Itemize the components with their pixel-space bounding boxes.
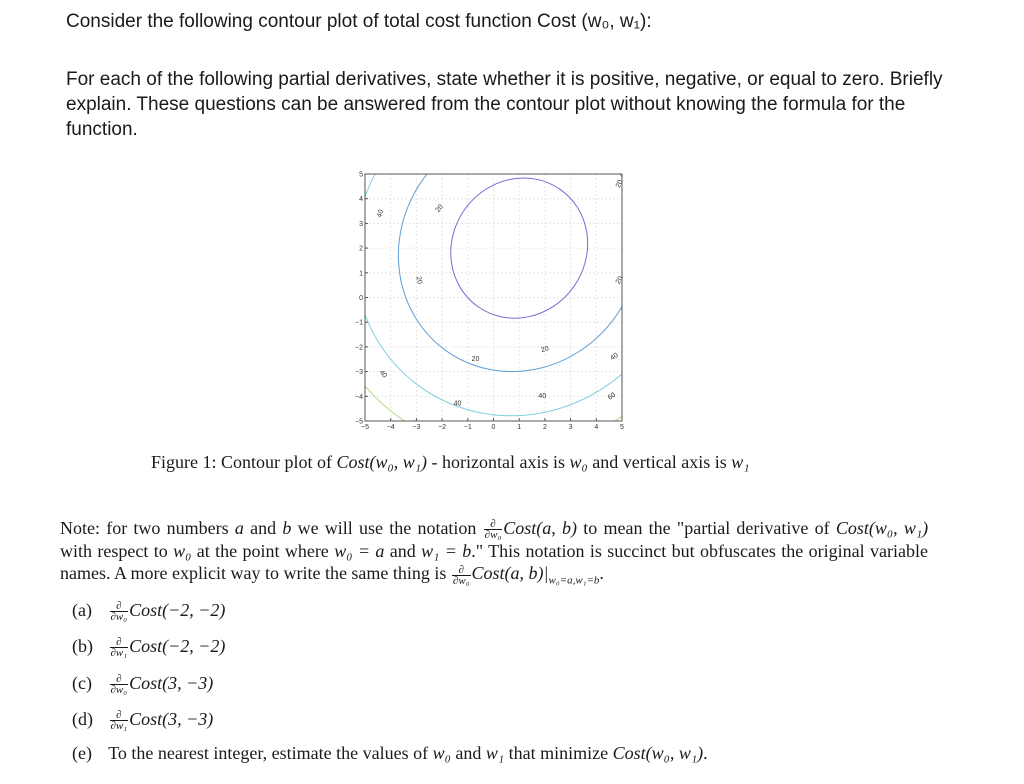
y-tick-label: 3 xyxy=(359,220,363,228)
partial-fraction: $\frac{\partial}{\text{∂w₀}}$ xyxy=(484,518,502,542)
x-tick-label: 1 xyxy=(517,424,522,430)
math-expression: Cost(−2, −2) xyxy=(129,636,226,656)
var-b: b xyxy=(282,518,292,538)
partial-fraction: $\frac{\partial}{\text{∂w₀}}$ xyxy=(452,563,470,587)
note-text: and xyxy=(250,518,277,538)
y-tick-label: −2 xyxy=(355,344,363,352)
note-text: at the point where xyxy=(196,541,329,562)
figure-caption xyxy=(151,450,750,474)
note-text: and xyxy=(389,541,416,562)
math-expression: Cost(a, b)| xyxy=(471,563,549,584)
math-expression: Cost(−2, −2) xyxy=(129,600,226,620)
note-paragraph xyxy=(60,517,928,592)
caption-function: Cost(w₀, w₁) xyxy=(336,452,428,472)
x-tick-label: 2 xyxy=(542,424,547,430)
caption-w1: w₁ xyxy=(731,452,750,472)
caption-and: and vertical axis is xyxy=(592,452,727,472)
x-tick-label: 4 xyxy=(594,424,599,430)
y-tick-label: 5 xyxy=(359,171,363,179)
var-a: a xyxy=(234,518,244,538)
question-b: (b) $\frac{\partial}{\text{∂w₁}}$ Cost(−2, −2) xyxy=(72,636,226,660)
contour-label: 20 xyxy=(414,275,423,285)
note-text: with respect to xyxy=(60,541,168,562)
instructions-text: For each of the following partial derivatives, state whether it is positive, negative, or equal to zero. Briefly explain. These questions can be answered from the contour plot without knowing the formula for the function. xyxy=(66,69,943,140)
y-tick-label: 4 xyxy=(359,196,363,204)
contour-plot xyxy=(345,165,635,430)
note-text: . xyxy=(599,563,604,584)
x-axis-ticks xyxy=(361,418,624,430)
y-tick-label: −3 xyxy=(355,369,363,377)
contour-label: 20 xyxy=(540,345,550,355)
note-text: ." This notation is succinct but obfuscates the original variable names. A more explicit way to write the same thing is xyxy=(60,541,928,584)
math-expression: w₀ = a xyxy=(334,541,385,562)
contour-label: 20 xyxy=(434,203,445,215)
contour-label: 20 xyxy=(614,275,625,286)
note-text: Note: for two numbers xyxy=(60,518,229,538)
contour-label: 40 xyxy=(377,369,388,380)
math-expression: Cost(a, b) xyxy=(503,518,578,538)
contour-level-20 xyxy=(350,165,635,419)
question-a: (a) $\frac{\partial}{\text{∂w₀}}$ Cost(−2, −2) xyxy=(72,600,226,624)
x-tick-label: −1 xyxy=(463,424,472,430)
x-tick-label: 3 xyxy=(568,424,573,430)
math-expression: w₁ = b xyxy=(421,541,472,562)
contour-label: 40 xyxy=(609,351,620,363)
intro-text: Consider the following contour plot of total cost function Cost (w₀, w₁): xyxy=(66,11,652,32)
note-text: to mean the "partial derivative of xyxy=(583,518,830,538)
evaluation-subscript: w₀=a,w₁=b xyxy=(548,574,600,587)
plot-grid xyxy=(365,174,622,421)
note-text: we will use the notation xyxy=(297,518,477,538)
contour-label: 40 xyxy=(538,393,547,401)
caption-mid: - horizontal axis is xyxy=(431,452,566,472)
y-tick-label: −4 xyxy=(355,393,363,401)
math-expression: Cost(3, −3) xyxy=(129,709,214,729)
caption-w0: w₀ xyxy=(569,452,588,472)
x-tick-label: 5 xyxy=(620,424,624,430)
question-d: (d) $\frac{\partial}{\text{∂w₁}}$ Cost(3, −3) xyxy=(72,709,214,733)
x-tick-label: −3 xyxy=(412,424,421,430)
question-e: (e) To the nearest integer, estimate the values of w₀ and w₁ that minimize Cost(w₀, w₁). xyxy=(72,743,708,763)
y-tick-label: −1 xyxy=(355,319,363,327)
x-tick-label: −5 xyxy=(361,424,369,430)
x-tick-label: 0 xyxy=(491,424,496,430)
contour-label: 40 xyxy=(453,400,462,408)
contour-labels xyxy=(376,179,625,408)
y-tick-label: 0 xyxy=(359,295,363,302)
contour-label: 20 xyxy=(614,179,625,190)
x-tick-label: −4 xyxy=(386,424,395,430)
x-tick-label: −2 xyxy=(438,424,447,430)
y-tick-label: −5 xyxy=(355,418,363,426)
caption-prefix: Figure 1: Contour plot of xyxy=(151,452,332,472)
y-tick-label: 1 xyxy=(359,270,363,278)
y-tick-label: 2 xyxy=(359,245,363,253)
var-w0: w₀ xyxy=(173,541,192,562)
math-expression: Cost(w₀, w₁) xyxy=(835,518,929,538)
contour-label: 60 xyxy=(606,391,618,402)
math-expression: Cost(3, −3) xyxy=(129,673,214,693)
contour-label: 20 xyxy=(471,356,480,364)
contour-label: 40 xyxy=(376,208,386,219)
question-c: (c) $\frac{\partial}{\text{∂w₀}}$ Cost(3, −3) xyxy=(72,673,214,697)
